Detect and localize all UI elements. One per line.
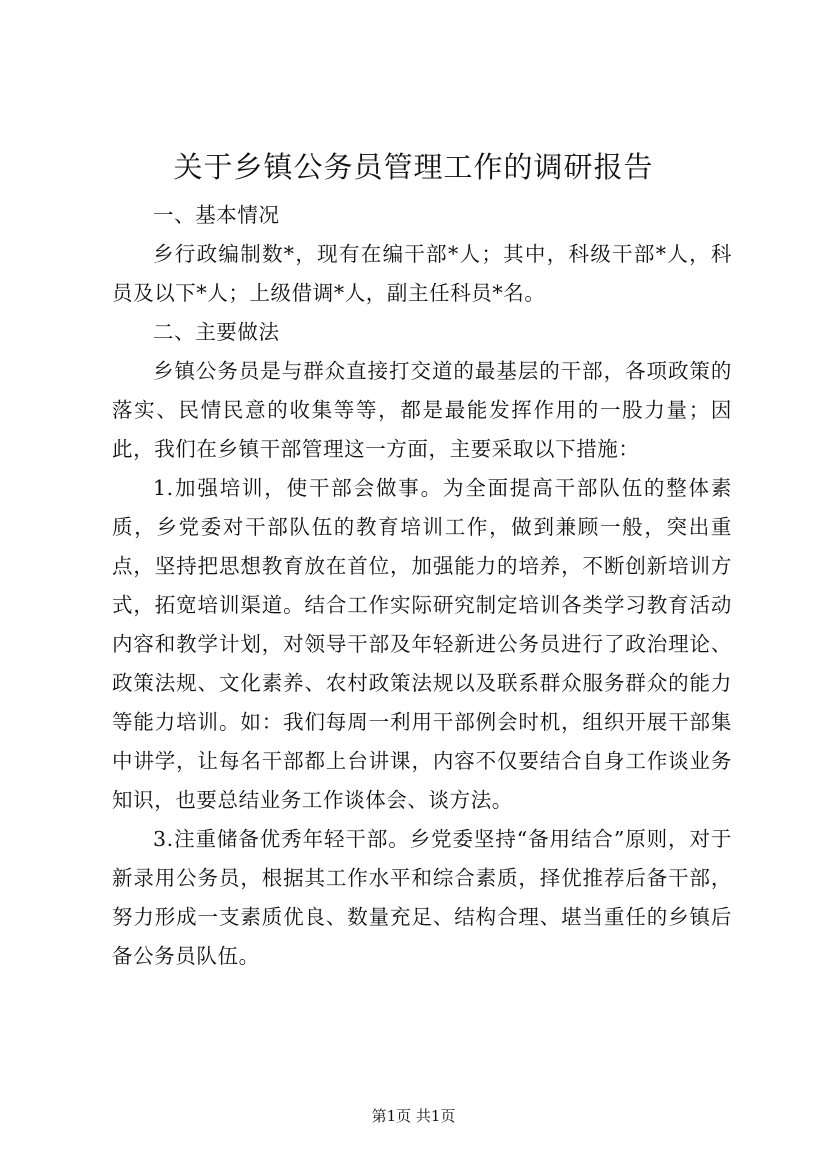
paragraph-staffing: 乡行政编制数*，现有在编干部*人；其中，科级干部*人，科员及以下*人；上级借调*人，副主任科员*名。 — [112, 242, 732, 305]
paragraph-intro-measures: 乡镇公务员是与群众直接打交道的最基层的干部，各项政策的落实、民情民意的收集等等，都是最能发挥作用的一股力量；因此，我们在乡镇干部管理这一方面，主要采取以下措施： — [112, 359, 732, 461]
paragraph-training: 1.加强培训，使干部会做事。为全面提高干部队伍的整体素质，乡党委对干部队伍的教育培训工作，做到兼顾一般，突出重点，坚持把思想教育放在首位，加强能力的培养，不断创新培训方式，拓宽培训渠道。结合工作实际研究制定培训各类学习教育活动内容和教学计划，对领导干部及年轻新进公务员进行了政治理论、政策法规、文化素养、农村政策法规以及联系群众服务群众的能力等能力培训。如：我们每周一利用干部例会时机，组织开展干部集中讲学，让每名干部都上台讲课，内容不仅要结合自身工作谈业务知识，也要总结业务工作谈体会、谈方法。 — [112, 476, 732, 812]
section-heading-main-practices: 二、主要做法 — [153, 320, 280, 344]
paragraph-reserve-cadres: 3.注重储备优秀年轻干部。乡党委坚持“备用结合”原则，对于新录用公务员，根据其工作水平和综合素质，择优推荐后备干部，努力形成一支素质优良、数量充足、结构合理、堪当重任的乡镇后备公务员队伍。 — [112, 827, 732, 968]
document-title: 关于乡镇公务员管理工作的调研报告 — [173, 150, 654, 184]
document-body — [112, 196, 732, 976]
section-heading-basic-situation: 一、基本情况 — [153, 203, 280, 227]
page-footer: 第1页 共1页 — [371, 1107, 456, 1125]
